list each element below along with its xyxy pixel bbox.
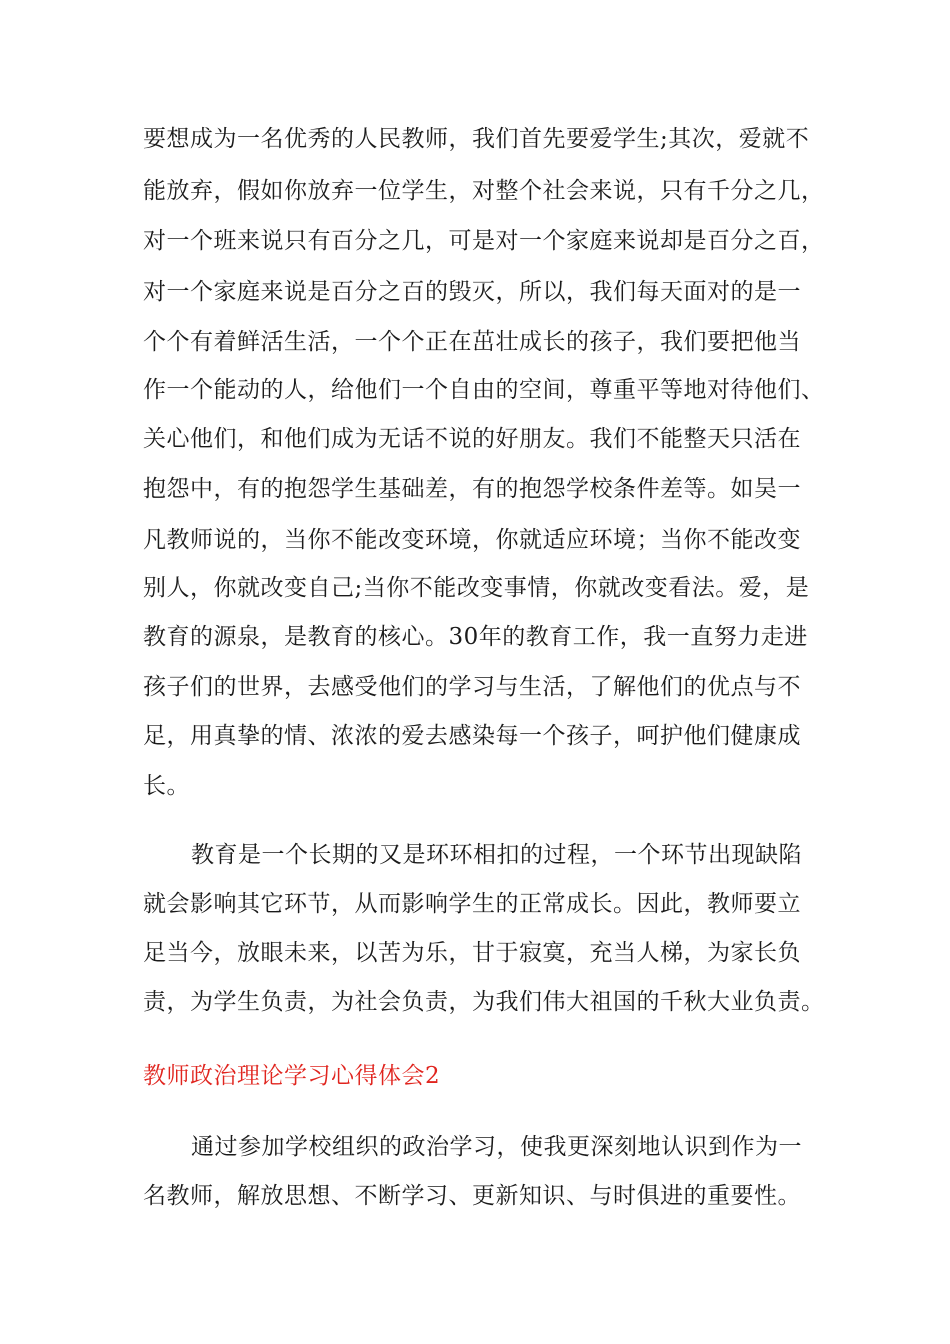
paragraph-line: 足当今，放眼未来，以苦为乐，甘于寂寞，充当人梯，为家长负 — [143, 940, 801, 966]
paragraph-line: 对一个班来说只有百分之几，可是对一个家庭来说却是百分之百， — [143, 228, 825, 254]
paragraph-line: 凡教师说的，当你不能改变环境，你就适应环境；当你不能改变 — [143, 527, 801, 553]
paragraph-line: 作一个能动的人，给他们一个自由的空间，尊重平等地对待他们、 — [143, 377, 825, 403]
paragraph-line: 教育是一个长期的又是环环相扣的过程，一个环节出现缺陷 — [191, 842, 802, 868]
paragraph-line: 长。 — [143, 773, 190, 799]
paragraph-line: 责，为学生负责，为社会负责，为我们伟大祖国的千秋大业负责。 — [143, 989, 825, 1015]
paragraph-line: 别人，你就改变自己;当你不能改变事情，你就改变看法。爱，是 — [143, 575, 810, 601]
paragraph-line: 足，用真挚的情、浓浓的爱去感染每一个孩子，呵护他们健康成 — [143, 723, 801, 749]
paragraph-line: 对一个家庭来说是百分之百的毁灭，所以，我们每天面对的是一 — [143, 279, 801, 305]
paragraph-line: 要想成为一名优秀的人民教师，我们首先要爱学生;其次，爱就不 — [143, 126, 810, 152]
paragraph-line: 孩子们的世界，去感受他们的学习与生活，了解他们的优点与不 — [143, 674, 801, 700]
paragraph-line: 通过参加学校组织的政治学习，使我更深刻地认识到作为一 — [191, 1134, 802, 1160]
section-heading: 教师政治理论学习心得体会2 — [143, 1063, 441, 1089]
paragraph-line: 名教师，解放思想、不断学习、更新知识、与时俱进的重要性。 — [143, 1183, 801, 1209]
paragraph-line: 关心他们，和他们成为无话不说的好朋友。我们不能整天只活在 — [143, 426, 801, 452]
paragraph-line: 就会影响其它环节，从而影响学生的正常成长。因此，教师要立 — [143, 891, 801, 917]
paragraph-line: 抱怨中，有的抱怨学生基础差，有的抱怨学校条件差等。如吴一 — [143, 476, 801, 502]
paragraph-line: 能放弃，假如你放弃一位学生，对整个社会来说，只有千分之几， — [143, 178, 825, 204]
paragraph-line: 教育的源泉，是教育的核心。30年的教育工作，我一直努力走进 — [143, 624, 808, 650]
paragraph-line: 个个有着鲜活生活，一个个正在茁壮成长的孩子，我们要把他当 — [143, 329, 801, 355]
